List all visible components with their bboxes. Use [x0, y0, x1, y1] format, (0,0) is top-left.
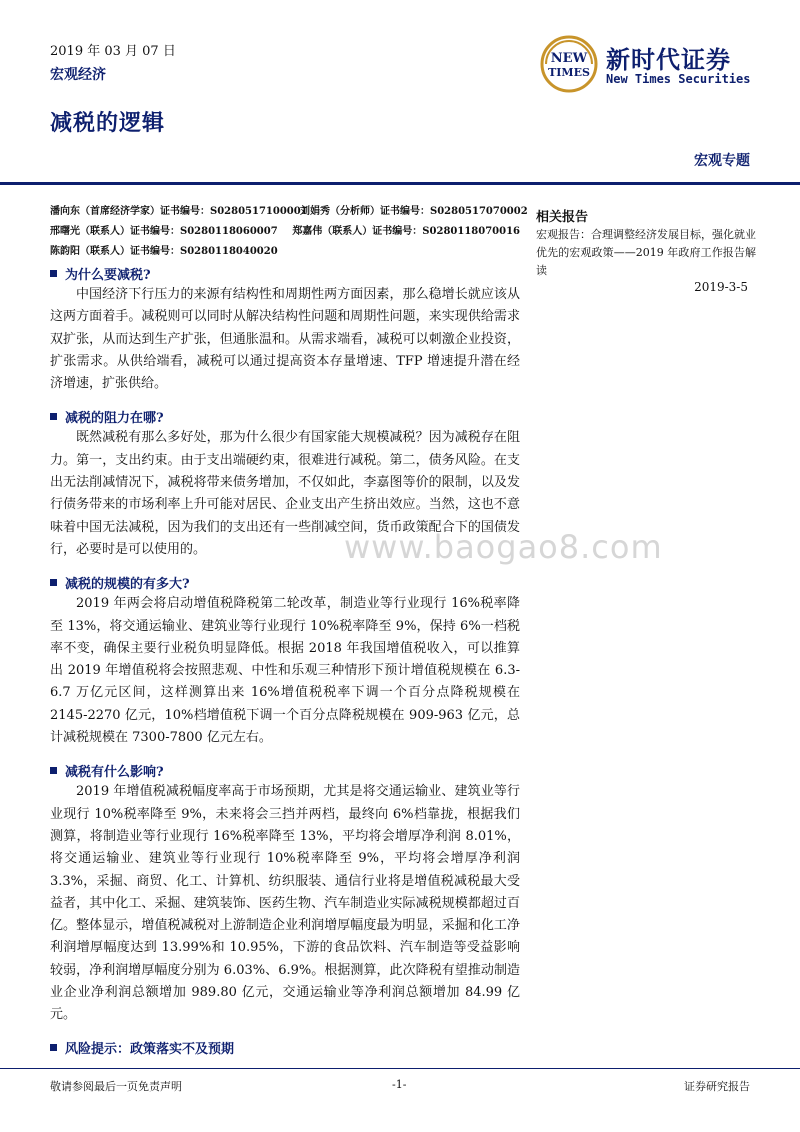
disclaimer-link[interactable]: 敬请参阅最后一页免责声明: [50, 1080, 182, 1093]
report-date: 2019 年 03 月 07 日: [50, 44, 176, 59]
section-paragraph: 中国经济下行压力的来源有结构性和周期性两方面因素，那么稳增长就应该从这两方面着手。减税则可以同时从解决结构性问题和周期性问题，来实现供给需求双扩张，从而达到生产扩张，但通胀温和。从需求端看，减税可以刺激企业投资，扩张需求。从供给端看，减税可以通过提高资本存量增速、TFP 增速提升潜在经济增速，扩张供给。: [50, 287, 520, 392]
analyst-entry: 陈韵阳（联系人）证书编号：S0280118040020: [50, 246, 278, 257]
report-title: 减税的逻辑: [50, 110, 166, 136]
bullet-icon: [50, 1044, 57, 1051]
report-subcategory: 宏观专题: [694, 153, 750, 169]
section-heading: 减税有什么影响?: [65, 764, 164, 780]
section-why-tax-cut: [50, 262, 520, 395]
logo-mark-text-1: NEW: [550, 51, 588, 66]
bullet-icon: [50, 579, 57, 586]
section-impact: [50, 759, 520, 1026]
analyst-entry: 刘娟秀（分析师）证书编号：S0280517070002: [300, 206, 528, 217]
analyst-entry: 郑嘉伟（联系人）证书编号：S0280118070016: [292, 226, 520, 237]
section-paragraph: 2019 年两会将启动增值税降税第二轮改革，制造业等行业现行 16%税率降至 13%，将交通运输业、建筑业等行业现行 10%税率降至 9%，保持 6%一档税率不变，确保主要行业税负明显降低。根据 2018 年我国增值税收入，可以推算出 2019 年增值税将会按照悲观、中性和乐观三种情形下预计增值税规模在 6.3-6.7 万亿元区间，这样测算出来 16%增值税税率下调一个百分点降税规模在 2145-2270 亿元，10%档增值税下调一个百分点降税规模在 909-963 亿元，总计减税规模在 7300-7800 亿元左右。: [50, 596, 520, 746]
bullet-icon: [50, 270, 57, 277]
related-reports-title: 相关报告: [536, 210, 589, 225]
new-times-logo-icon: [538, 34, 600, 94]
watermark: www.baogao8.com: [344, 528, 663, 566]
analyst-entry: 邢曙光（联系人）证书编号：S0280118060007: [50, 226, 278, 237]
section-heading: 风险提示：政策落实不及预期: [65, 1042, 235, 1058]
bullet-icon: [50, 413, 57, 420]
section-heading: 为什么要减税?: [65, 267, 151, 283]
analyst-row: [50, 222, 520, 242]
section-risk: [50, 1037, 520, 1059]
analyst-list: [50, 202, 528, 262]
footer-divider: [0, 1068, 800, 1069]
section-heading: 减税的阻力在哪?: [65, 410, 164, 426]
section-paragraph: 2019 年增值税减税幅度率高于市场预期，尤其是将交通运输业、建筑业等行业现行 10%税率降至 9%，未来将会三挡并两档，最终向 6%档靠拢，根据我们测算，将制造业等行业现行 16%税率降至 13%，平均将会增厚净利润 8.01%，将交通运输业、建筑业等行业现行 10%税率降至 9%，平均将会增厚净利润 3.3%，采掘、商贸、化工、计算机、纺织服装、通信行业将是增值税减税最大受益者，其中化工、采掘、建筑装饰、医药生物、汽车制造业实际减税规模都超过百亿。整体显示，增值税减税对上游制造企业利润增厚幅度最为明显，采掘和化工净利润增厚幅度达到 13.99%和 10.95%，下游的食品饮料、汽车制造等受益影响较弱，净利润增厚幅度分别为 6.03%、6.9%。根据测算，此次降税有望推动制造业企业净利润总额增加 989.80 亿元，交通运输业等净利润总额增加 84.99 亿元。: [50, 784, 520, 1023]
page-number: -1-: [392, 1078, 407, 1091]
company-logo: [538, 34, 752, 96]
analyst-row: [50, 242, 520, 262]
report-body: [50, 262, 520, 1069]
analyst-row: [50, 202, 528, 222]
related-report-date: 2019-3-5: [694, 280, 748, 294]
section-heading: 减税的规模的有多大?: [65, 576, 190, 592]
report-category: 宏观经济: [50, 67, 106, 83]
report-type: 证券研究报告: [684, 1080, 750, 1093]
section-resistance: [50, 405, 520, 561]
company-name-cn: 新时代证券: [606, 45, 731, 74]
company-name-en: New Times Securities: [606, 72, 751, 86]
logo-mark-text-2: TIMES: [548, 66, 590, 79]
section-paragraph: 既然减税有那么多好处，那为什么很少有国家能大规模减税？因为减税存在阻力。第一，支出约束。由于支出端硬约束，很难进行减税。第二，债务风险。在支出无法削减情况下，减税将带来债务增加，不仅如此，李嘉图等价的限制，以及发行债务带来的市场利率上升可能对居民、企业支出产生挤出效应。当然，这也不意味着中国无法减税，因为我们的支出还有一些削减空间，货币政策配合下的国债发行，必要时是可以使用的。: [50, 430, 520, 557]
header-divider: [0, 182, 800, 185]
analyst-entry: 潘向东（首席经济学家）证书编号：S0280517100001: [50, 206, 308, 217]
related-report-link[interactable]: 宏观报告：合理调整经济发展目标，强化就业优先的宏观政策——2019 年政府工作报告解读: [536, 228, 756, 277]
bullet-icon: [50, 767, 57, 774]
section-scale: [50, 571, 520, 749]
